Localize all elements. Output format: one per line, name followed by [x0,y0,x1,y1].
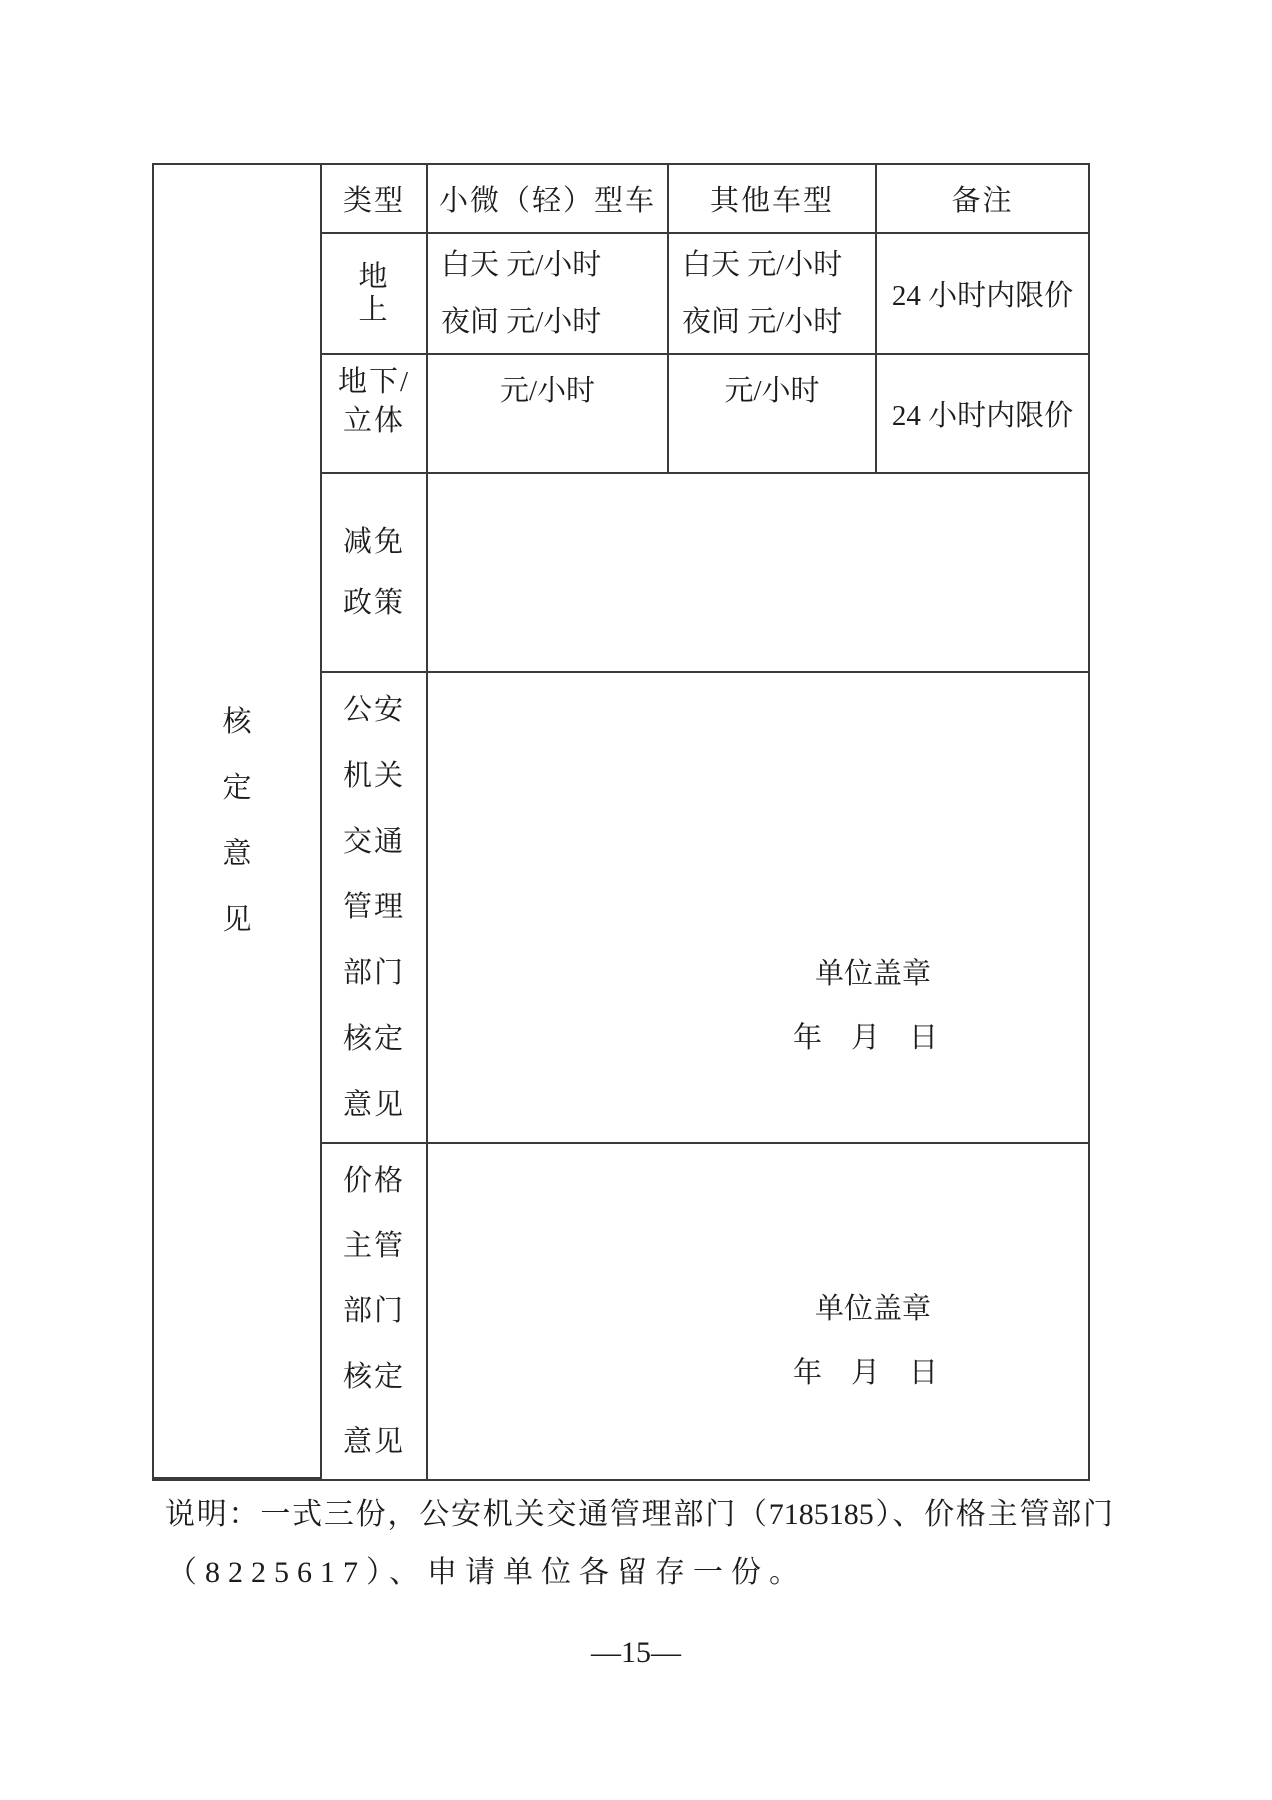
exemption-label-line: 减免 [342,525,405,558]
header-remark-cell: 备注 [877,165,1088,234]
approval-opinion-merged-label [154,165,322,1479]
surface-label-line: 地 [358,260,390,293]
note-line-2: （8225617）、申请单位各留存一份。 [167,1556,807,1589]
date-placeholder: 年 月 日 [793,1357,939,1389]
police-label-line: 意见 [342,1088,405,1121]
price-label-line: 主管 [342,1230,405,1263]
header-type-cell: 类型 [322,165,428,234]
unit-seal-label: 单位盖章 [815,958,932,990]
header-small-vehicle-cell: 小微（轻）型车 [428,165,669,234]
police-stamp-block [793,957,938,1055]
approval-opinion-char: 定 [222,772,252,804]
underground-label-line: 地下/ [337,366,411,398]
price-label-line: 意见 [342,1426,405,1459]
parking-fee-approval-table [152,163,1090,1481]
surface-other-vehicle-price-cell [669,234,877,355]
price-label-line: 核定 [342,1360,405,1393]
day-rate-line: 白天 元/小时 [682,248,843,281]
police-label-line: 部门 [342,957,405,990]
underground-small-vehicle-price-cell: 元/小时 [428,355,669,474]
unit-seal-label: 单位盖章 [815,1293,932,1325]
underground-row-label [322,355,428,474]
day-rate-line: 白天 元/小时 [441,248,602,281]
exemption-row-label [322,474,428,673]
price-stamp-block [793,1292,938,1390]
police-dept-opinion-cell [428,673,1088,1144]
surface-remark-cell: 24 小时内限价 [877,234,1088,355]
night-rate-line: 夜间 元/小时 [682,305,843,338]
exemption-content-cell [428,474,1088,673]
police-label-line: 核定 [342,1023,405,1056]
header-other-vehicle-cell: 其他车型 [669,165,877,234]
approval-opinion-char: 核 [222,706,252,738]
approval-opinion-char: 意 [222,838,252,870]
underground-remark-cell: 24 小时内限价 [877,355,1088,474]
police-label-line: 管理 [342,891,405,924]
police-label-line: 交通 [342,825,405,858]
price-dept-row-label [322,1144,428,1479]
exemption-label-line: 政策 [342,586,405,619]
police-dept-row-label [322,673,428,1144]
page-number: —15— [591,1636,681,1669]
date-placeholder: 年 月 日 [793,1022,939,1054]
approval-opinion-char: 见 [222,904,252,936]
underground-label-line: 立体 [342,405,405,437]
night-rate-line: 夜间 元/小时 [441,305,602,338]
surface-row-label [322,234,428,355]
note-line-1: 说明：一式三份，公安机关交通管理部门（7185185）、价格主管部门 [165,1498,1113,1531]
police-label-line: 机关 [342,759,405,792]
price-dept-opinion-cell [428,1144,1088,1479]
surface-small-vehicle-price-cell [428,234,669,355]
underground-other-vehicle-price-cell: 元/小时 [669,355,877,474]
price-label-line: 部门 [342,1295,405,1328]
surface-label-line: 上 [358,293,390,326]
police-label-line: 公安 [342,693,405,726]
price-label-line: 价格 [342,1164,405,1197]
